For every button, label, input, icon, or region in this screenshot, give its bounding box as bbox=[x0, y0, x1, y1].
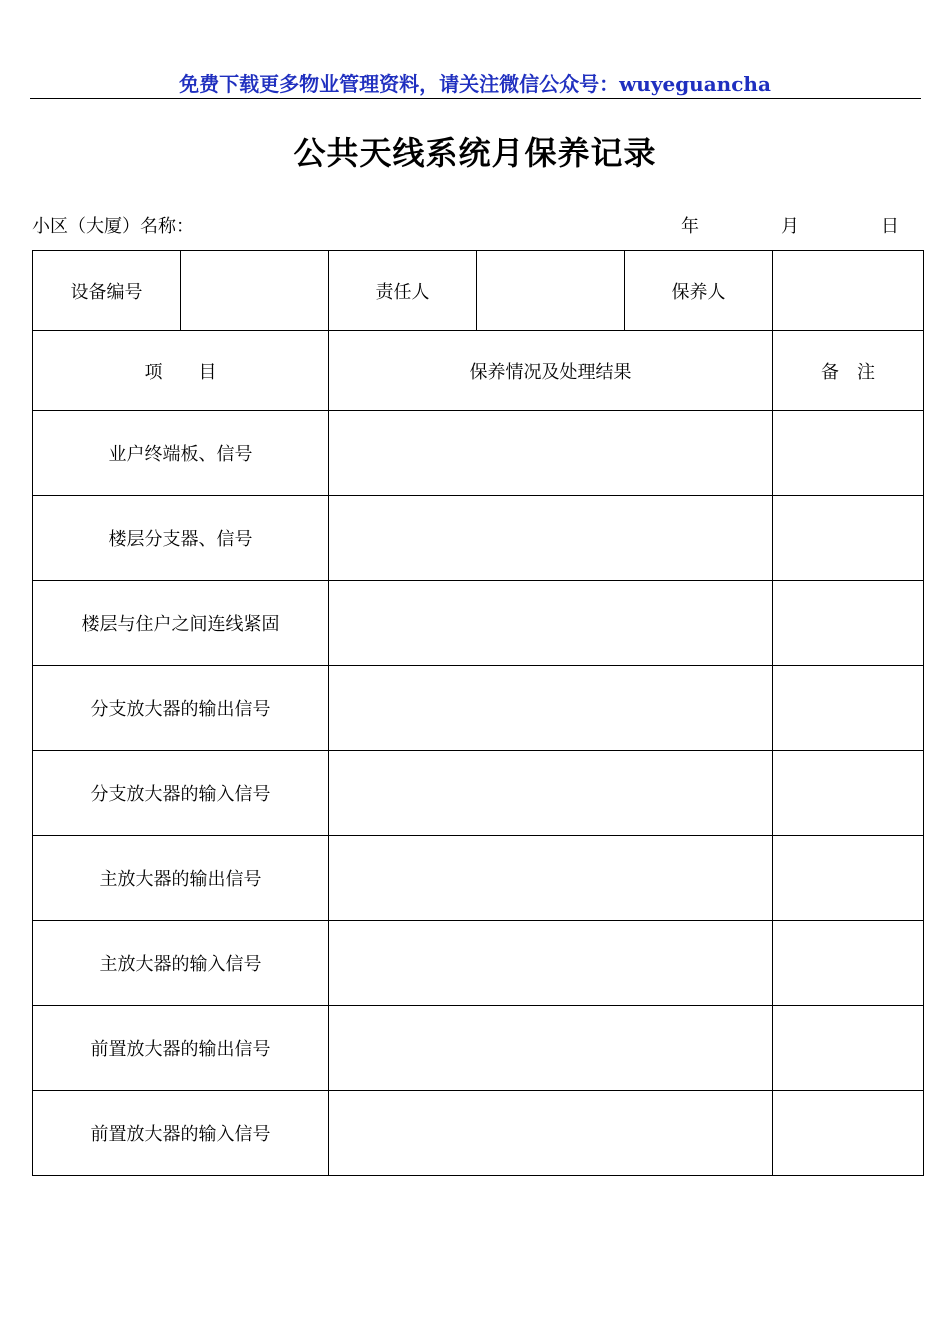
item-label: 主放大器的输出信号 bbox=[33, 836, 329, 921]
item-label: 业户终端板、信号 bbox=[33, 411, 329, 496]
info-row bbox=[33, 251, 924, 331]
remark-field[interactable] bbox=[773, 836, 924, 921]
item-label: 前置放大器的输入信号 bbox=[33, 1091, 329, 1176]
table-row bbox=[33, 836, 924, 921]
item-label: 主放大器的输入信号 bbox=[33, 921, 329, 1006]
remark-field[interactable] bbox=[773, 411, 924, 496]
result-field[interactable] bbox=[329, 411, 773, 496]
table-row bbox=[33, 1006, 924, 1091]
responsible-label: 责任人 bbox=[329, 251, 477, 331]
item-column-header: 项 目 bbox=[33, 331, 329, 411]
column-header-row bbox=[33, 331, 924, 411]
community-name-label: 小区（大厦）名称： bbox=[32, 216, 194, 237]
download-banner: 免费下载更多物业管理资料，请关注微信公众号：wuyeguancha bbox=[179, 72, 771, 96]
table-row bbox=[33, 921, 924, 1006]
header-divider bbox=[30, 98, 921, 99]
item-label: 分支放大器的输出信号 bbox=[33, 666, 329, 751]
meta-row bbox=[32, 212, 902, 238]
result-field[interactable] bbox=[329, 666, 773, 751]
table-row bbox=[33, 1091, 924, 1176]
day-label: 日 bbox=[881, 216, 899, 237]
remark-field[interactable] bbox=[773, 1091, 924, 1176]
result-column-header: 保养情况及处理结果 bbox=[329, 331, 773, 411]
item-label: 前置放大器的输出信号 bbox=[33, 1006, 329, 1091]
responsible-field[interactable] bbox=[477, 251, 625, 331]
result-field[interactable] bbox=[329, 581, 773, 666]
device-no-label: 设备编号 bbox=[33, 251, 181, 331]
table-row bbox=[33, 496, 924, 581]
month-label: 月 bbox=[781, 216, 799, 237]
device-no-field[interactable] bbox=[181, 251, 329, 331]
table-row bbox=[33, 581, 924, 666]
maintenance-table bbox=[32, 250, 924, 1176]
result-field[interactable] bbox=[329, 1006, 773, 1091]
result-field[interactable] bbox=[329, 751, 773, 836]
remark-column-header: 备 注 bbox=[773, 331, 924, 411]
result-field[interactable] bbox=[329, 921, 773, 1006]
remark-field[interactable] bbox=[773, 581, 924, 666]
remark-field[interactable] bbox=[773, 496, 924, 581]
remark-field[interactable] bbox=[773, 921, 924, 1006]
remark-field[interactable] bbox=[773, 751, 924, 836]
table-row bbox=[33, 751, 924, 836]
table-row bbox=[33, 666, 924, 751]
page-title: 公共天线系统月保养记录 bbox=[293, 134, 657, 172]
maintainer-field[interactable] bbox=[773, 251, 924, 331]
year-label: 年 bbox=[681, 216, 699, 237]
item-label: 楼层与住户之间连线紧固 bbox=[33, 581, 329, 666]
table-row bbox=[33, 411, 924, 496]
result-field[interactable] bbox=[329, 836, 773, 921]
item-label: 分支放大器的输入信号 bbox=[33, 751, 329, 836]
result-field[interactable] bbox=[329, 496, 773, 581]
maintainer-label: 保养人 bbox=[625, 251, 773, 331]
remark-field[interactable] bbox=[773, 1006, 924, 1091]
remark-field[interactable] bbox=[773, 666, 924, 751]
result-field[interactable] bbox=[329, 1091, 773, 1176]
item-label: 楼层分支器、信号 bbox=[33, 496, 329, 581]
